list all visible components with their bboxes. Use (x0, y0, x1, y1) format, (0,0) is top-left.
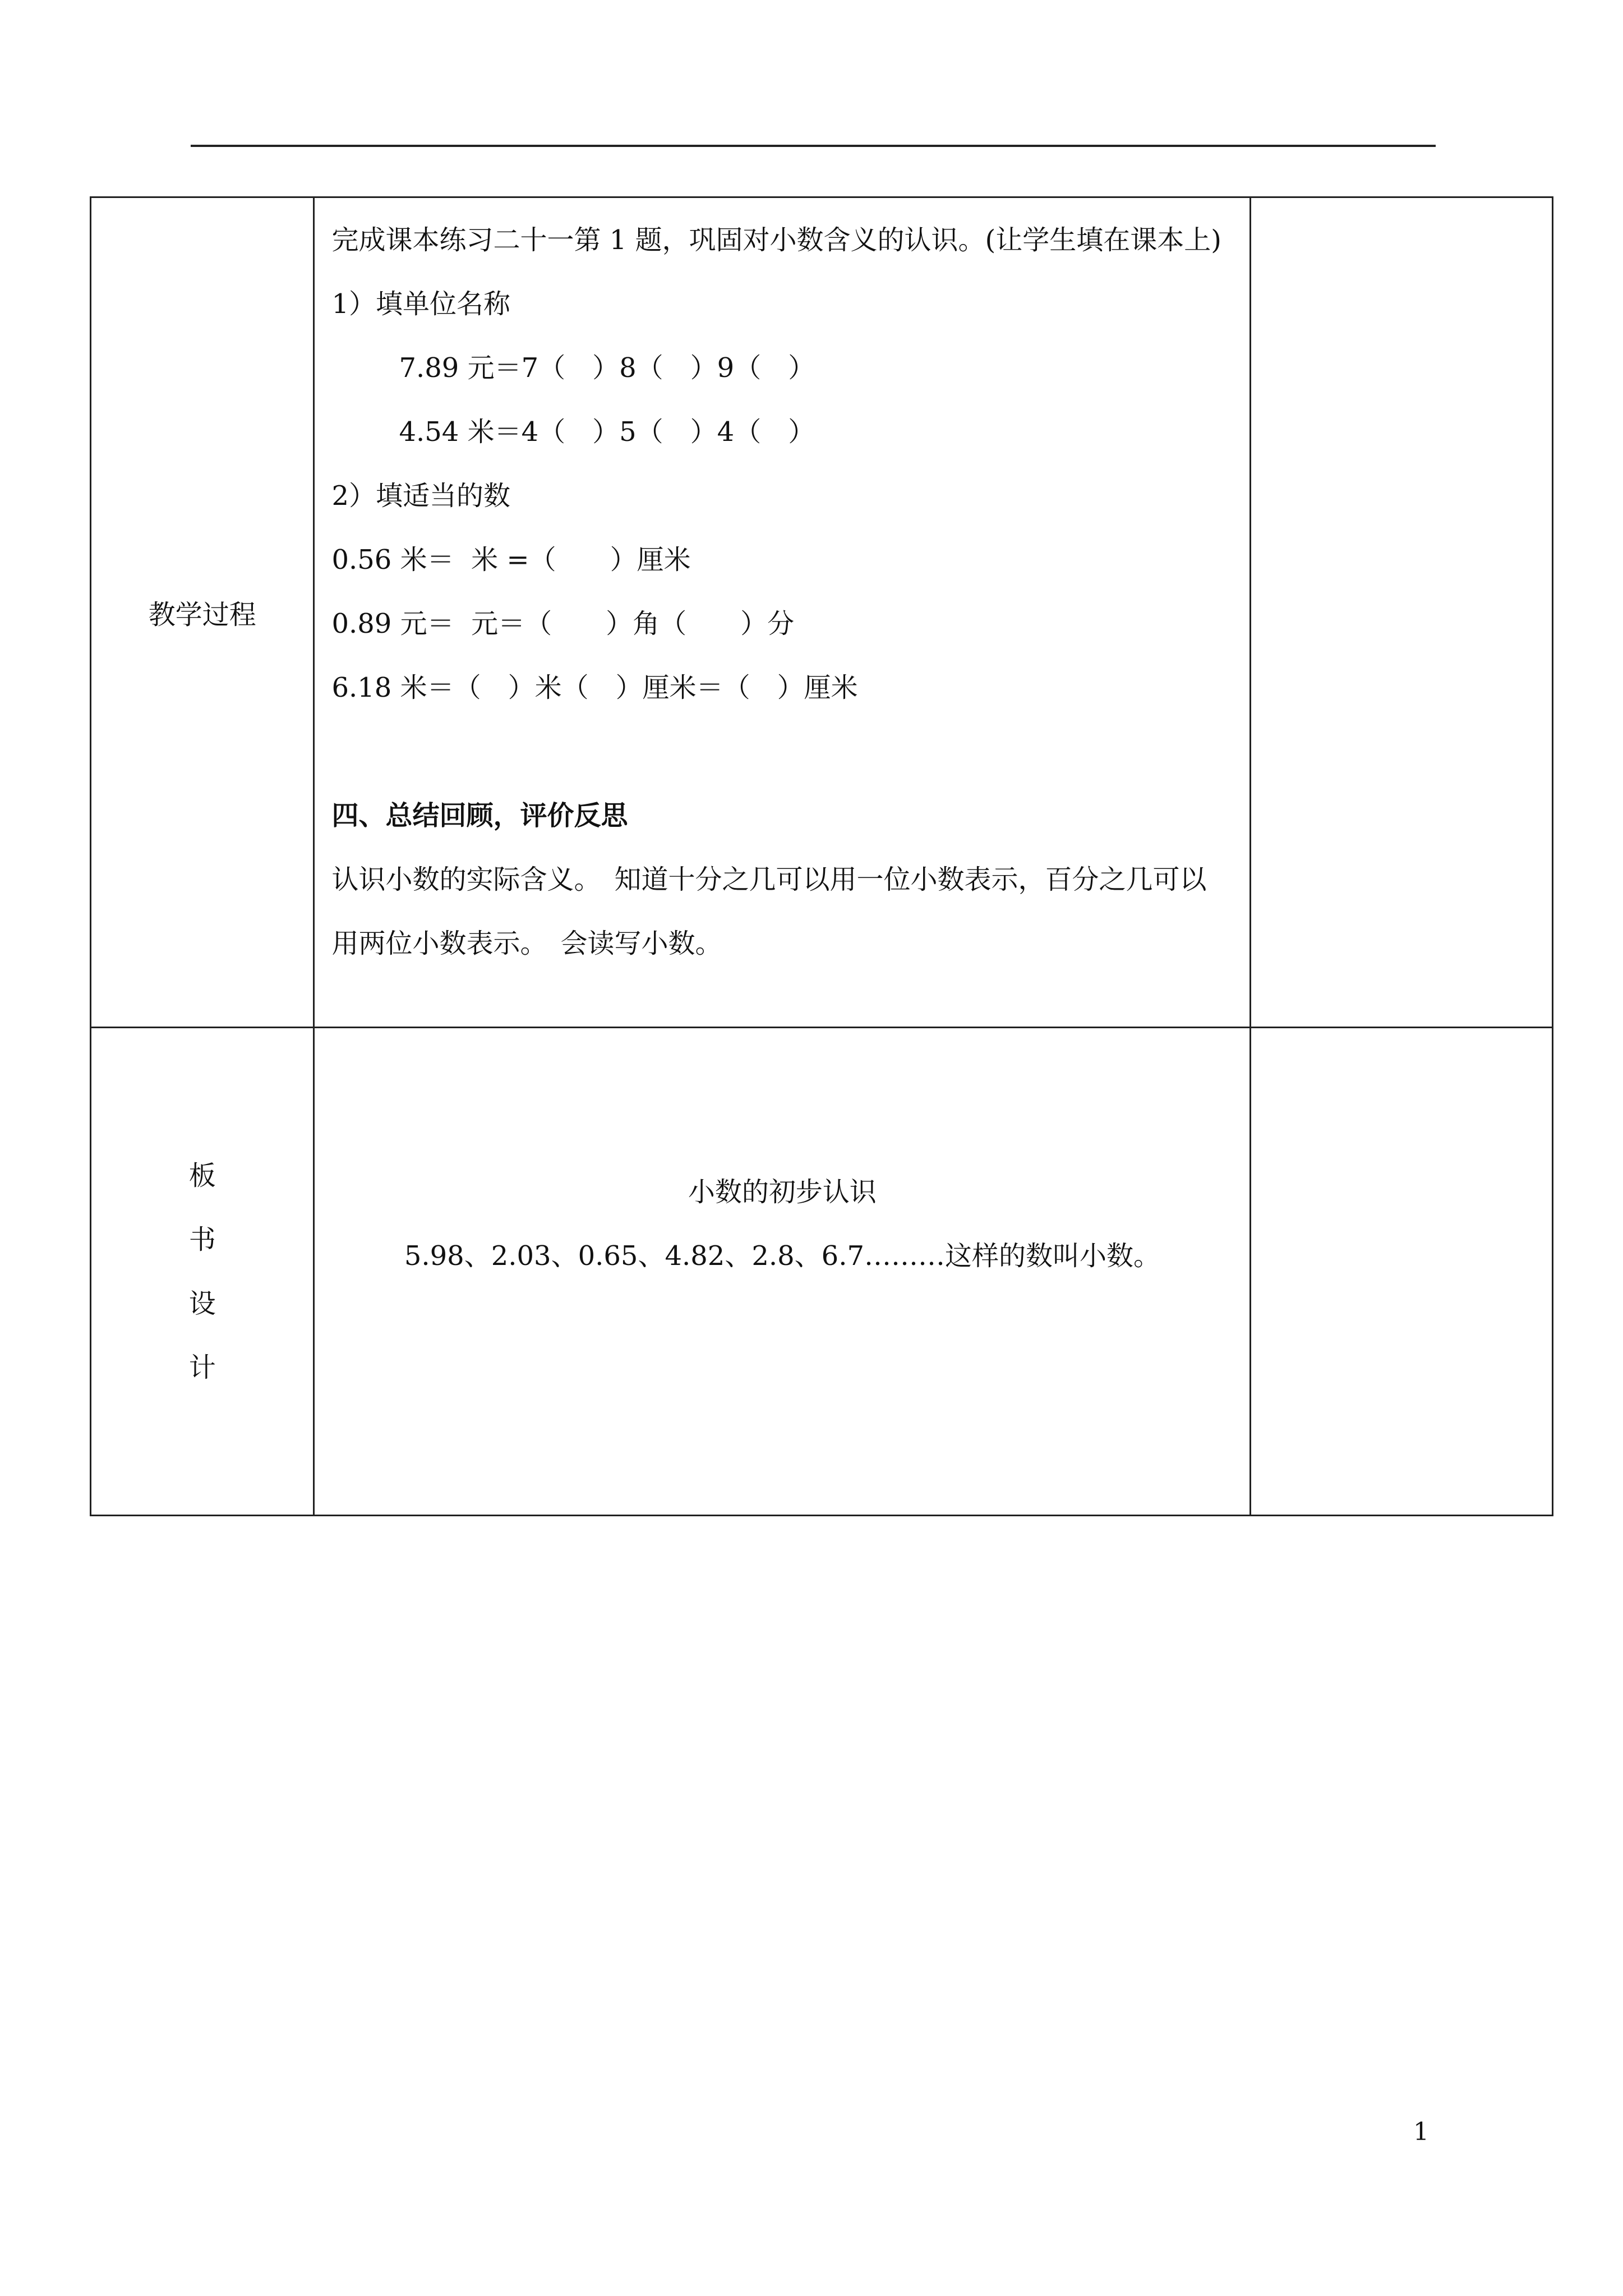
board-design-notes (1251, 1028, 1553, 1516)
board-label-char: 设 (188, 1287, 216, 1319)
task-1-item-2: 4.54 米＝4（ ）5（ ）4（ ） (399, 416, 815, 448)
board-example: 5.98、2.03、0.65、4.82、2.8、6.7………这样的数叫小数。 (404, 1240, 1160, 1272)
summary-text: 认识小数的实际含义。 知道十分之几可以用一位小数表示，百分之几可以用两位小数表示。 会读写小数。 (331, 864, 1207, 959)
board-design-label (91, 1028, 314, 1516)
page-number: 1 (1413, 2118, 1429, 2146)
board-label-char: 书 (188, 1223, 216, 1255)
board-label-char: 计 (188, 1351, 216, 1383)
board-design-content (314, 1028, 1251, 1516)
task-2-item-3: 6.18 米＝（ ）米（ ）厘米＝（ ）厘米 (331, 672, 858, 703)
task-1-title: 1）填单位名称 (331, 288, 510, 320)
board-design-row (91, 1028, 1553, 1516)
board-label-char: 板 (188, 1159, 216, 1191)
header-rule (191, 145, 1436, 147)
teaching-process-notes (1251, 197, 1553, 1028)
exercise-instruction: 完成课本练习二十一第 1 题，巩固对小数含义的认识。(让学生填在课本上) (331, 224, 1221, 256)
task-1-item-1: 7.89 元＝7（ ）8（ ）9（ ） (399, 352, 815, 384)
teaching-process-row (91, 197, 1553, 1028)
task-2-item-1: 0.56 米＝ 米 =（ ）厘米 (331, 544, 691, 576)
spacer (331, 720, 1233, 784)
task-2-title: 2）填适当的数 (331, 480, 510, 512)
board-title: 小数的初步认识 (688, 1176, 877, 1208)
summary-heading: 四、总结回顾，评价反思 (331, 800, 628, 831)
task-2-item-2: 0.89 元＝ 元＝（ ）角（ ）分 (331, 608, 795, 639)
teaching-process-content (314, 197, 1251, 1028)
teaching-process-label: 教学过程 (91, 197, 314, 1028)
lesson-plan-table (90, 196, 1553, 1516)
